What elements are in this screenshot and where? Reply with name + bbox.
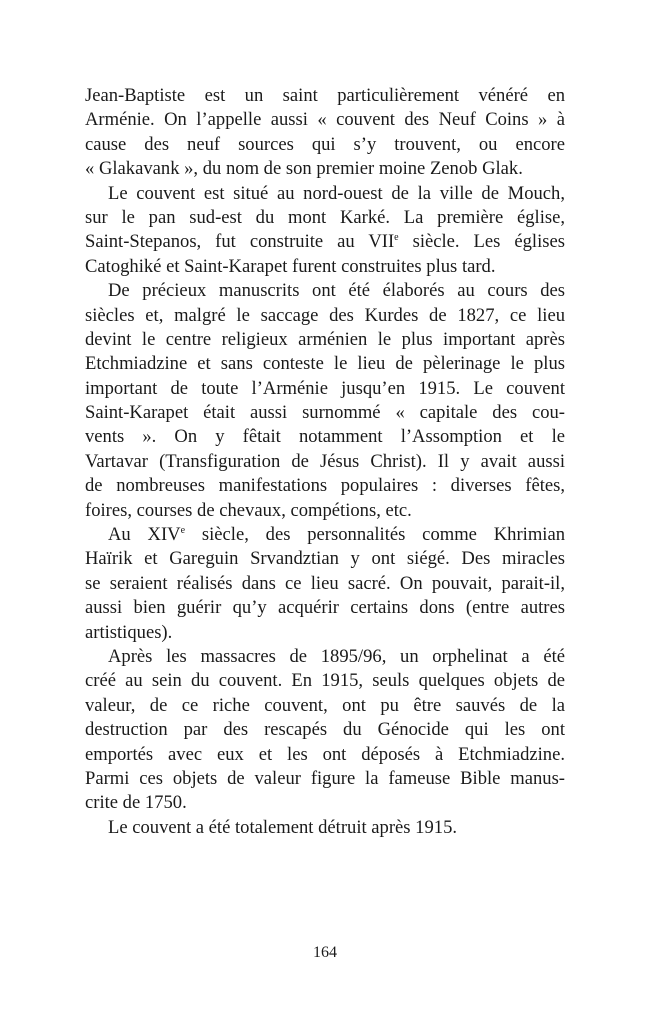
text-line: cause des neuf sources qui s’y trouvent, ou encore	[85, 133, 565, 155]
text-line: Jean-Baptiste est un saint particulièrement vénéré en	[85, 85, 565, 106]
paragraph-4	[85, 523, 565, 645]
text-line: emportés avec eux et les ont déposés à Etchmiadzine.	[85, 743, 565, 765]
text-line: sur le pan sud-est du mont Karké. La première église,	[85, 206, 565, 228]
text-line: Parmi ces objets de valeur figure la fameuse Bible manus-	[85, 767, 565, 789]
text-line: Etchmiadzine et sans conteste le lieu de pèlerinage le plus	[85, 353, 565, 375]
text-fragment: Saint-Stepanos, fut construite au VII	[85, 231, 395, 253]
page-number: 164	[313, 944, 337, 961]
text-line: Haïrik et Gareguin Srvandztian y ont siégé. Des miracles	[85, 548, 565, 570]
text-line: crite de 1750.	[85, 792, 187, 814]
text-line-with-superscript	[85, 523, 565, 547]
text-line: siècles et, malgré le saccage des Kurdes de 1827, ce lieu	[85, 304, 565, 326]
text-line: Après les massacres de 1895/96, un orphelinat a été	[108, 645, 565, 667]
text-line: important de toute l’Arménie jusqu’en 1915. Le couvent	[85, 377, 565, 399]
body-text	[85, 84, 565, 840]
text-line: Arménie. On l’appelle aussi « couvent des Neuf Coins » à	[85, 109, 565, 131]
superscript: e	[394, 232, 399, 244]
text-line: créé au sein du couvent. En 1915, seuls quelques objets de	[85, 670, 565, 692]
text-line: destruction par des rescapés du Génocide qui les ont	[85, 719, 565, 741]
superscript: e	[180, 525, 186, 537]
paragraph-3	[85, 279, 565, 523]
paragraph-6	[85, 816, 565, 840]
text-line: « Glakavank », du nom de son premier moine Zenob Glak.	[85, 158, 523, 180]
paragraph-2	[85, 182, 565, 280]
text-fragment: Au XIV	[108, 524, 181, 546]
text-line: aussi bien guérir qu’y acquérir certains dons (entre autres	[85, 597, 565, 619]
text-line-with-superscript	[85, 230, 565, 254]
paragraph-1	[85, 84, 565, 182]
text-line: Vartavar (Transfiguration de Jésus Christ). Il y avait aussi	[85, 450, 565, 472]
text-line: artistiques).	[85, 621, 173, 643]
text-line: se seraient réalisés dans ce lieu sacré. On pouvait, parait-il,	[85, 572, 565, 594]
text-line: vents ». On y fêtait notamment l’Assomption et le	[85, 426, 565, 448]
text-line: Catoghiké et Saint-Karapet furent construites plus tard.	[85, 255, 496, 277]
text-line: devint le centre religieux arménien le plus important après	[85, 328, 565, 350]
text-line: foires, courses de chevaux, compétions, etc.	[85, 499, 412, 521]
text-line: de nombreuses manifestations populaires : diverses fêtes,	[85, 475, 565, 497]
text-line: valeur, de ce riche couvent, ont pu être sauvés de la	[85, 694, 565, 716]
text-line: Le couvent est situé au nord-ouest de la ville de Mouch,	[108, 182, 565, 204]
text-line: De précieux manuscrits ont été élaborés au cours des	[108, 280, 565, 302]
text-fragment: siècle, des personnalités comme Khrimian	[185, 524, 565, 546]
text-fragment: siècle. Les églises	[398, 231, 565, 253]
text-line: Le couvent a été totalement détruit après 1915.	[108, 816, 458, 838]
paragraph-5	[85, 645, 565, 816]
text-line: Saint-Karapet était aussi surnommé « capitale des cou-	[85, 402, 565, 424]
